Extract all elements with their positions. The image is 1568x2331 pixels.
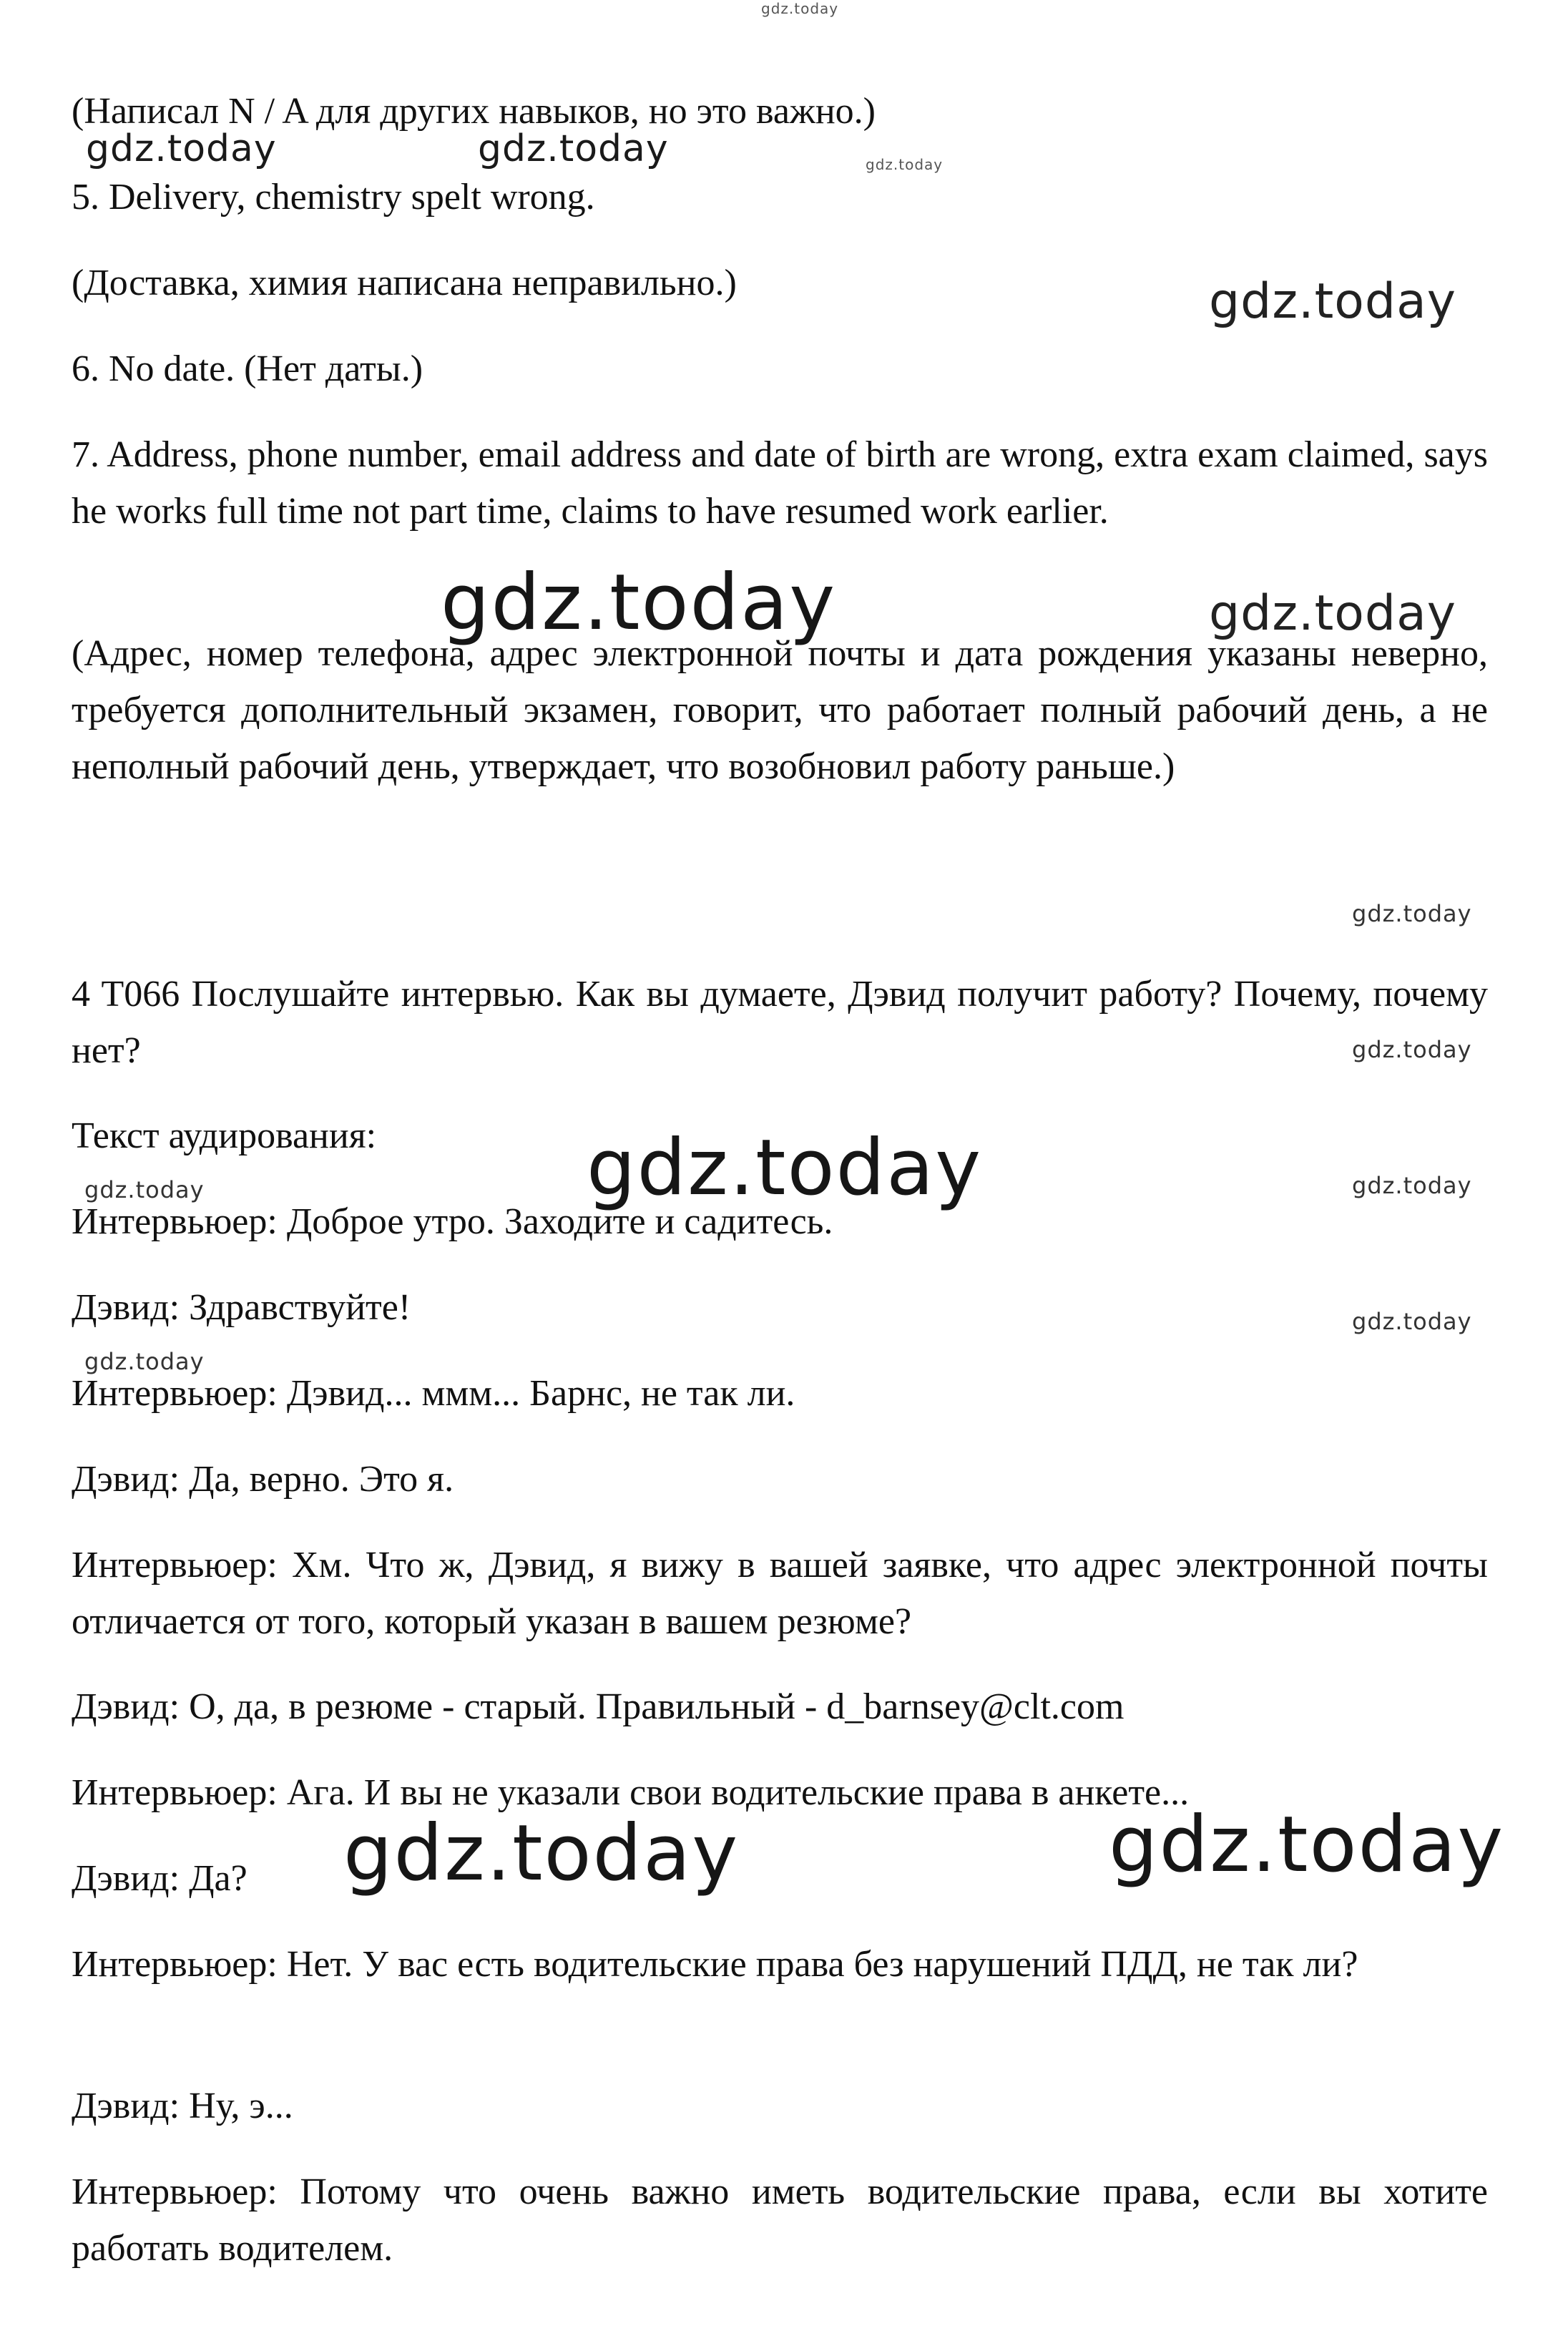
watermark: gdz.today — [1352, 1308, 1472, 1335]
watermark: gdz.today — [1352, 1172, 1472, 1199]
watermark: gdz.today — [866, 156, 944, 173]
paragraph-answer-7-translation: (Адрес, номер телефона, адрес электронной почты и дата рождения указаны неверно, требуется дополнительный экзамен, говорит, что работает полный рабочий день, а не неполный рабочий день, утверждает, что возобновил работу раньше.) — [72, 633, 1488, 787]
watermark: gdz.today — [761, 0, 839, 17]
dialogue-line: Интервьюер: Нет. У вас есть водительские права без нарушений ПДД, не так ли? — [72, 1944, 1358, 1985]
watermark: gdz.today — [587, 1123, 983, 1213]
paragraph-transcript-heading: Текст аудирования: — [72, 1115, 377, 1156]
watermark: gdz.today — [1209, 273, 1456, 330]
dialogue-line: Интервьюер: Потому что очень важно иметь водительские права, если вы хотите работать водителем. — [72, 2171, 1488, 2269]
paragraph-answer-7: 7. Address, phone number, email address and date of birth are wrong, extra exam claimed, says he works full time not part time, claims to have resumed work earlier. — [72, 434, 1488, 532]
paragraph-note-na: (Написал N / A для других навыков, но это важно.) — [72, 91, 876, 132]
dialogue-line: Дэвид: Здравствуйте! — [72, 1287, 411, 1328]
dialogue-line: Дэвид: Ну, э... — [72, 2086, 293, 2126]
watermark: gdz.today — [1209, 585, 1456, 642]
watermark: gdz.today — [1352, 1036, 1472, 1063]
dialogue-line: Интервьюер: Хм. Что ж, Дэвид, я вижу в вашей заявке, что адрес электронной почты отличается от того, который указан в вашем резюме? — [72, 1545, 1488, 1642]
paragraph-answer-5-translation: (Доставка, химия написана неправильно.) — [72, 263, 737, 303]
watermark: gdz.today — [84, 1176, 205, 1203]
watermark: gdz.today — [478, 127, 669, 170]
watermark: gdz.today — [86, 127, 277, 170]
dialogue-line: Интервьюер: Доброе утро. Заходите и садитесь. — [72, 1201, 833, 1242]
watermark: gdz.today — [1109, 1800, 1505, 1890]
watermark: gdz.today — [343, 1809, 740, 1898]
paragraph-task-4: 4 T066 Послушайте интервью. Как вы думаете, Дэвид получит работу? Почему, почему нет? — [72, 974, 1488, 1071]
watermark: gdz.today — [84, 1348, 205, 1375]
watermark: gdz.today — [441, 558, 837, 648]
paragraph-answer-6: 6. No date. (Нет даты.) — [72, 348, 423, 389]
dialogue-line: Интервьюер: Ага. И вы не указали свои водительские права в анкете... — [72, 1772, 1190, 1813]
dialogue-line: Дэвид: О, да, в резюме - старый. Правильный - d_barnsey@clt.com — [72, 1686, 1124, 1727]
dialogue-line: Дэвид: Да? — [72, 1858, 248, 1899]
watermark: gdz.today — [1352, 900, 1472, 927]
dialogue-line: Дэвид: Да, верно. Это я. — [72, 1459, 454, 1500]
paragraph-answer-5: 5. Delivery, chemistry spelt wrong. — [72, 177, 595, 218]
dialogue-line: Интервьюер: Дэвид... ммм... Барнс, не так ли. — [72, 1373, 795, 1414]
